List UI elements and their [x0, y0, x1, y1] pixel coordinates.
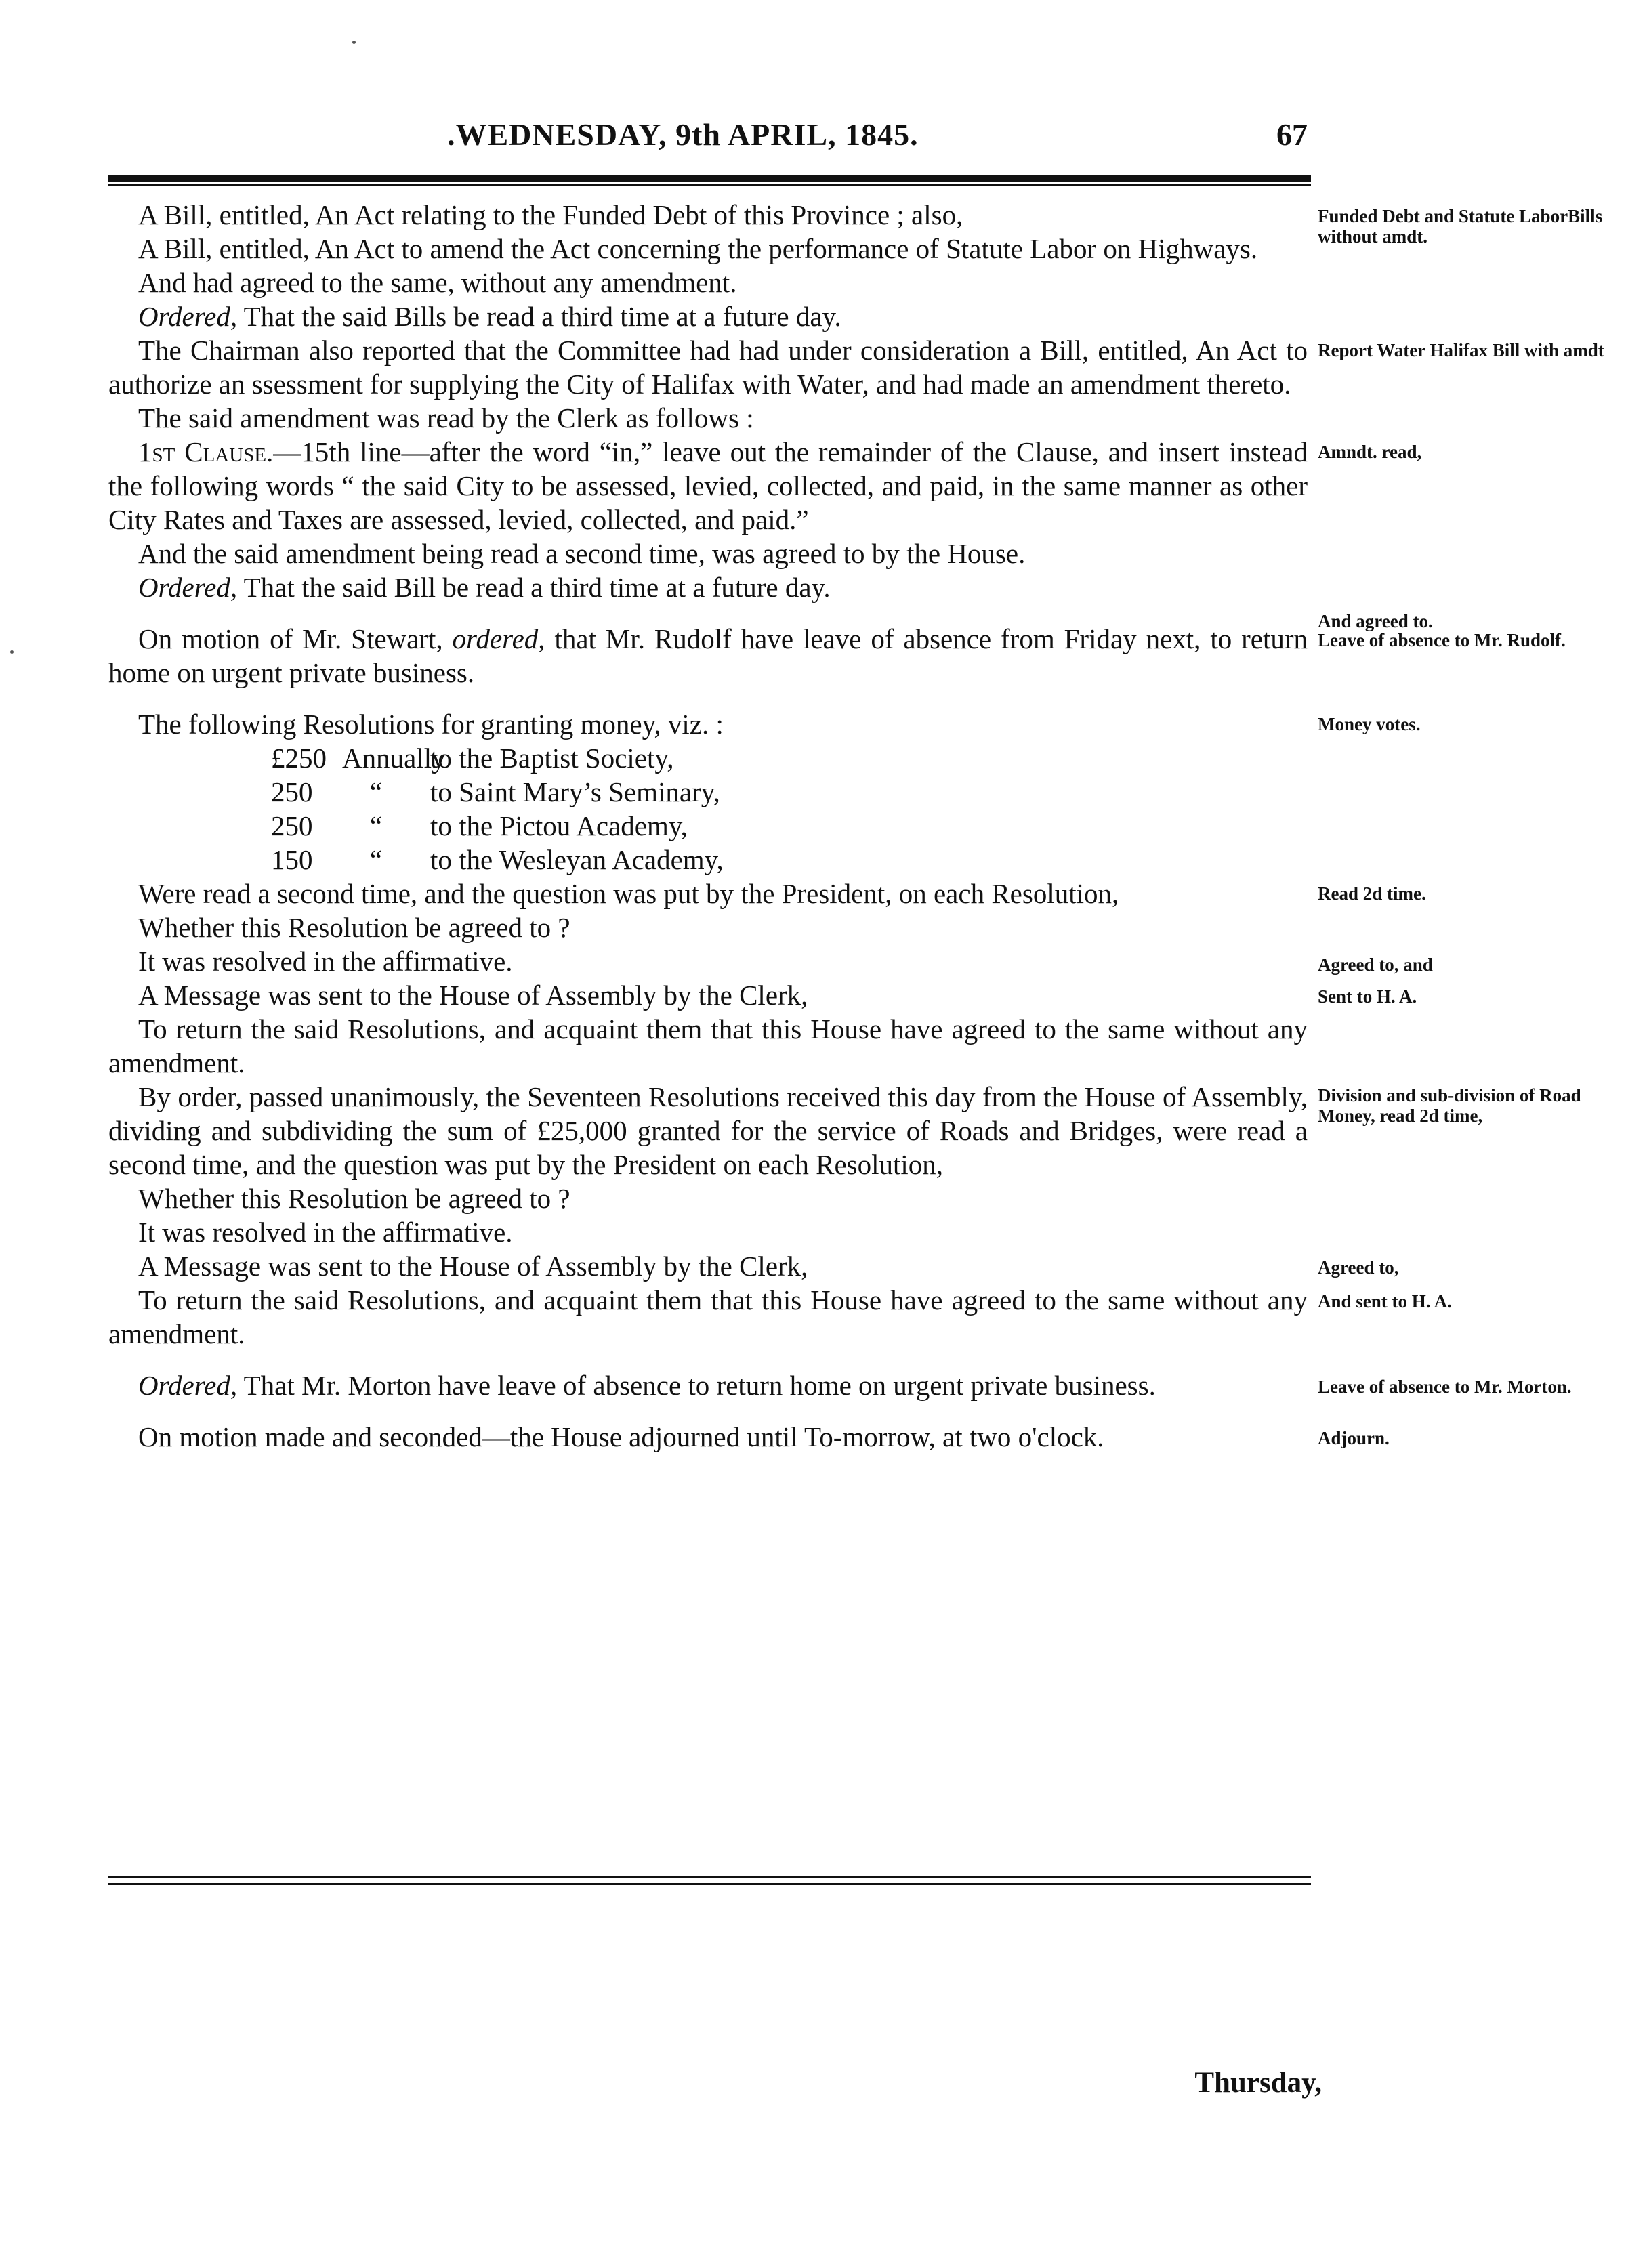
page-number: 67	[1276, 117, 1308, 152]
vote-amount: 150	[271, 844, 313, 875]
money-vote-list	[108, 741, 1308, 877]
paragraph: A Message was sent to the House of Assembly by the Clerk,	[138, 980, 808, 1011]
paragraph	[108, 435, 1308, 537]
paragraph: By order, passed unanimously, the Seventeen Resolutions received this day from the House of Assembly, dividing and subdividing the sum of £25,000 granted for the service of Roads and Bridges, were read a second time, and the question was put by the President on each Resolution,	[108, 1081, 1308, 1180]
page-header	[108, 117, 1308, 164]
spacer	[108, 690, 1308, 707]
clause-label: 1st Clause.	[138, 436, 274, 467]
paragraph: The said amendment was read by the Clerk as follows :	[138, 402, 754, 434]
paragraph	[108, 299, 1308, 333]
paragraph: A Message was sent to the House of Assembly by the Clerk,	[138, 1251, 808, 1282]
entry-road-money	[108, 1080, 1581, 1351]
entry-adjourn	[108, 1420, 1390, 1454]
paragraph: Were read a second time, and the question was put by the President, on each Resolution,	[138, 878, 1119, 909]
vote-recipient: to Saint Mary’s Seminary,	[430, 776, 720, 807]
vote-recipient: to the Baptist Society,	[430, 742, 674, 774]
paragraph: To return the said Resolutions, and acquaint them that this House have agreed to the same without any amendment.	[108, 1284, 1308, 1349]
margin-note-rudolf: Leave of absence to Mr. Rudolf.	[1318, 630, 1566, 650]
ordered-label: Ordered,	[138, 301, 238, 332]
paragraph: The Chairman also reported that the Committee had had under consideration a Bill, entitled, An Act to authorize an ssessment for supplying the City of Halifax with Water, and had made an amendment thereto.	[108, 335, 1308, 400]
running-title: .WEDNESDAY, 9th APRIL, 1845.	[447, 117, 919, 152]
entry-money-votes	[108, 707, 1433, 1080]
margin-note-adjourn: Adjourn.	[1318, 1428, 1390, 1448]
margin-note-sent: Sent to H. A.	[1318, 986, 1417, 1007]
money-vote-row	[271, 775, 1308, 809]
margin-note-morton: Leave of absence to Mr. Morton.	[1318, 1377, 1572, 1397]
margin-note-funded-debt: Funded Debt and Statute LaborBills without amdt.	[1318, 206, 1603, 247]
paragraph-text: That the said Bill be read a third time at a future day.	[243, 572, 831, 603]
entry-water-bill	[108, 333, 1604, 631]
paper-speck	[352, 41, 356, 44]
vote-recipient: to the Wesleyan Academy,	[430, 844, 724, 875]
spacer	[108, 1351, 1308, 1368]
footer-rule	[108, 1876, 1311, 1878]
paper-speck	[10, 650, 14, 654]
paragraph: And had agreed to the same, without any amendment.	[138, 267, 737, 298]
vote-amount: 250	[271, 810, 313, 841]
spacer	[108, 1402, 1308, 1420]
paragraph: And the said amendment being read a second time, was agreed to by the House.	[138, 538, 1026, 569]
paragraph: A Bill, entitled, An Act relating to the Funded Debt of this Province ; also,	[138, 199, 963, 230]
vote-ditto: Annually	[342, 742, 446, 774]
margin-note-money: Money votes.	[1318, 714, 1421, 734]
header-rule-thin	[108, 184, 1311, 186]
vote-ditto: “	[369, 776, 383, 807]
vote-ditto: “	[369, 810, 383, 841]
entry-rudolf-leave	[108, 622, 1566, 690]
margin-note-read2d: Read 2d time.	[1318, 883, 1426, 904]
paragraph-text: On motion of Mr. Stewart,	[138, 623, 443, 654]
paragraph: It was resolved in the affirmative.	[138, 1217, 513, 1248]
paragraph-text: —15th line—after the word “in,” leave out the remainder of the Clause, and insert instead the following words “ the said City to be assessed, levied, collected, and paid, in the same manner as other City Rates and Taxes are assessed, levied, collected, and paid.”	[108, 436, 1308, 535]
paragraph	[108, 570, 1308, 604]
paragraph	[108, 1368, 1308, 1402]
paragraph: To return the said Resolutions, and acquaint them that this House have agreed to the same without any amendment.	[108, 1013, 1308, 1078]
vote-recipient: to the Pictou Academy,	[430, 810, 688, 841]
spacer	[108, 604, 1308, 622]
ordered-label: Ordered,	[138, 572, 238, 603]
footer-rule	[108, 1883, 1311, 1885]
paragraph: It was resolved in the affirmative.	[138, 946, 513, 977]
margin-note-agreed-to: Agreed to,	[1318, 1257, 1399, 1278]
entry-morton-leave	[108, 1368, 1572, 1402]
ordered-label: ordered,	[452, 623, 545, 654]
paragraph: Whether this Resolution be agreed to ?	[138, 912, 570, 943]
journal-body	[108, 198, 1604, 1454]
paragraph-text: That the said Bills be read a third time at a future day.	[243, 301, 841, 332]
margin-note-agreed-and: Agreed to, and	[1318, 954, 1433, 975]
paragraph: A Bill, entitled, An Act to amend the Act concerning the performance of Statute Labor on Highways.	[138, 233, 1258, 264]
margin-note-and-sent: And sent to H. A.	[1318, 1291, 1453, 1311]
vote-amount: £250	[271, 742, 327, 774]
money-vote-row	[271, 741, 1308, 775]
margin-note-water: Report Water Halifax Bill with amdt	[1318, 340, 1604, 360]
vote-amount: 250	[271, 776, 313, 807]
paragraph-text: That Mr. Morton have leave of absence to return home on urgent private business.	[243, 1370, 1156, 1401]
ordered-label: Ordered,	[138, 1370, 238, 1401]
margin-note-amndt: Amndt. read,	[1318, 442, 1422, 462]
catchword: Thursday,	[1194, 2067, 1322, 2099]
vote-ditto: “	[369, 844, 383, 875]
money-vote-row	[271, 843, 1308, 877]
entry-funded-debt	[108, 198, 1603, 333]
money-vote-row	[271, 809, 1308, 843]
paragraph: Whether this Resolution be agreed to ?	[138, 1183, 570, 1214]
paragraph	[108, 622, 1308, 690]
paragraph: On motion made and seconded—the House adjourned until To-morrow, at two o'clock.	[138, 1421, 1104, 1452]
paragraph: The following Resolutions for granting money, viz. :	[138, 709, 724, 740]
paragraph-text: that Mr. Rudolf have leave of absence from Friday next, to return home on urgent private business.	[108, 623, 1308, 688]
margin-note-agreed: And agreed to.	[1318, 611, 1433, 631]
header-rule-thick	[108, 175, 1311, 182]
margin-note-division: Division and sub-division of Road Money, read 2d time,	[1318, 1085, 1581, 1126]
